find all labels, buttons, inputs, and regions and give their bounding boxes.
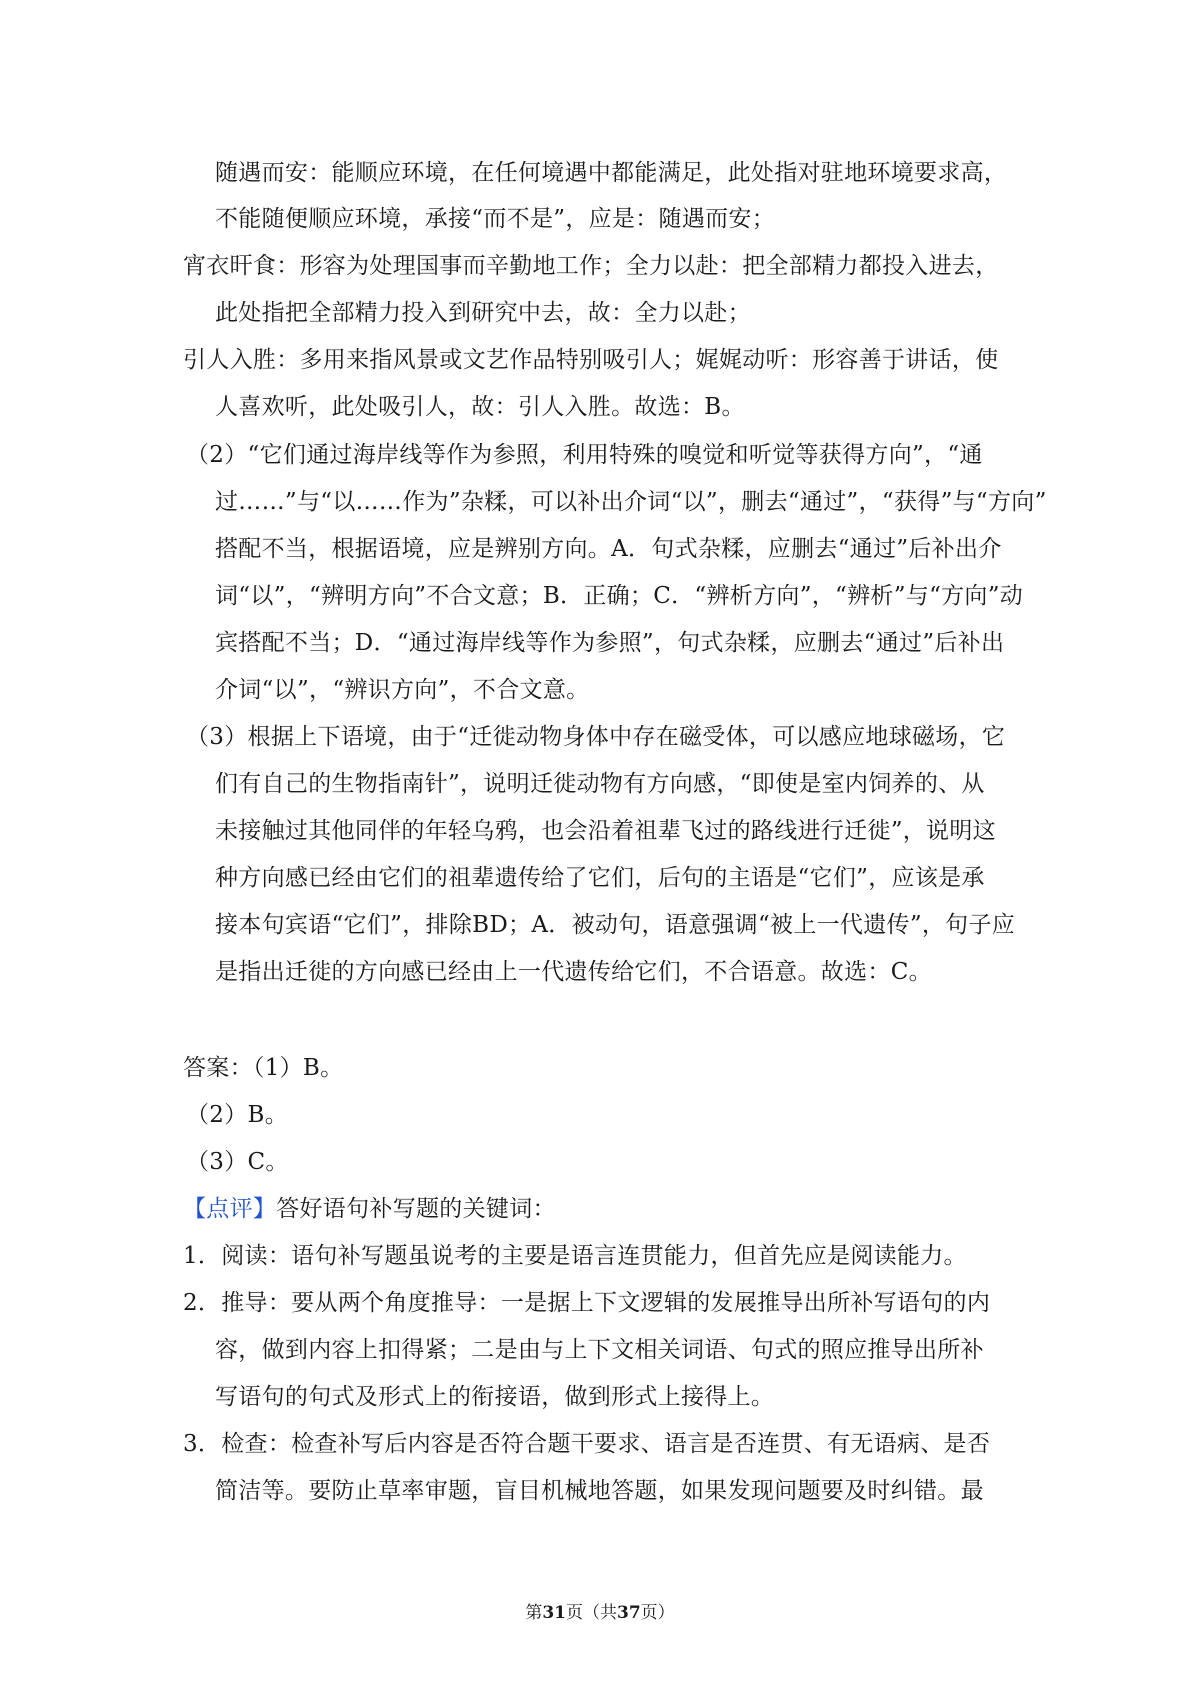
- text-line: 宵衣旰食：形容为处理国事而辛勤地工作；全力以赴：把全部精力都投入进去，: [183, 253, 999, 279]
- text-line: 引人入胜：多用来指风景或文艺作品特别吸引人；娓娓动听：形容善于讲话，使: [183, 347, 999, 373]
- text-line: 简洁等。要防止草率审题，盲目机械地答题，如果发现问题要及时纠错。最: [215, 1478, 984, 1504]
- answer-line: （3）C。: [186, 1149, 289, 1175]
- page-footer: [0, 1602, 1200, 1624]
- comment-label: 【点评】: [183, 1196, 277, 1222]
- text-line: 搭配不当，根据语境，应是辨别方向。A．句式杂糅，应删去“通过”后补出介: [215, 536, 1002, 562]
- text-line: 写语句的句式及形式上的衔接语，做到形式上接得上。: [215, 1384, 775, 1410]
- footer-prefix: 第: [525, 1603, 543, 1623]
- footer-total-pages: 37: [617, 1603, 641, 1623]
- text-line: 未接触过其他同伴的年轻乌鸦，也会沿着祖辈飞过的路线进行迁徙”，说明这: [215, 818, 996, 844]
- comment-line: [183, 1194, 556, 1224]
- text-line: 此处指把全部精力投入到研究中去，故：全力以赴；: [215, 300, 751, 326]
- text-line: 介词“以”，“辨识方向”，不合文意。: [215, 677, 590, 703]
- text-line: 接本句宾语“它们”，排除BD；A．被动句，语意强调“被上一代遗传”，句子应: [215, 912, 1016, 938]
- text-line: 1．阅读：语句补写题虽说考的主要是语言连贯能力，但首先应是阅读能力。: [183, 1243, 967, 1269]
- footer-middle: 页（共: [566, 1603, 617, 1623]
- text-line: 容，做到内容上扣得紧；二是由与上下文相关词语、句式的照应推导出所补: [215, 1337, 984, 1363]
- text-line: 2．推导：要从两个角度推导：一是据上下文逻辑的发展推导出所补写语句的内: [183, 1290, 991, 1316]
- text-line: 过……”与“以……作为”杂糅，可以补出介词“以”，删去“通过”，“获得”与“方向”: [215, 489, 1047, 515]
- text-line: 人喜欢听，此处吸引人，故：引人入胜。故选：B。: [215, 394, 745, 420]
- footer-suffix: 页）: [640, 1603, 675, 1623]
- footer-page-number: 31: [542, 1603, 566, 1623]
- answer-line: （2）B。: [186, 1102, 289, 1128]
- text-line: 不能随便顺应环境，承接“而不是”，应是：随遇而安；: [215, 206, 776, 232]
- comment-text: 答好语句补写题的关键词：: [276, 1196, 556, 1222]
- text-line: 随遇而安：能顺应环境，在任何境遇中都能满足，此处指对驻地环境要求高，: [215, 160, 1008, 186]
- text-line: 是指出迁徙的方向感已经由上一代遗传给它们，不合语意。故选：C。: [215, 959, 932, 985]
- text-line: 种方向感已经由它们的祖辈遗传给了它们，后句的主语是“它们”，应该是承: [215, 865, 985, 891]
- text-line: 宾搭配不当；D．“通过海岸线等作为参照”，句式杂糅，应删去“通过”后补出: [215, 630, 1005, 656]
- text-line: 词“以”，“辨明方向”不合文意；B．正确；C．“辨析方向”，“辨析”与“方向”动: [215, 583, 1024, 609]
- text-line: （3）根据上下语境，由于“迁徙动物身体中存在磁受体，可以感应地球磁场，它: [186, 724, 1006, 750]
- text-line: 3．检查：检查补写后内容是否符合题干要求、语言是否连贯、有无语病、是否: [183, 1431, 991, 1457]
- answer-line: 答案：（1）B。: [183, 1055, 344, 1081]
- text-line: （2）“它们通过海岸线等作为参照，利用特殊的嗅觉和听觉等获得方向”，“通: [186, 442, 983, 468]
- text-line: 们有自己的生物指南针”，说明迁徙动物有方向感，“即使是室内饲养的、从: [215, 771, 985, 797]
